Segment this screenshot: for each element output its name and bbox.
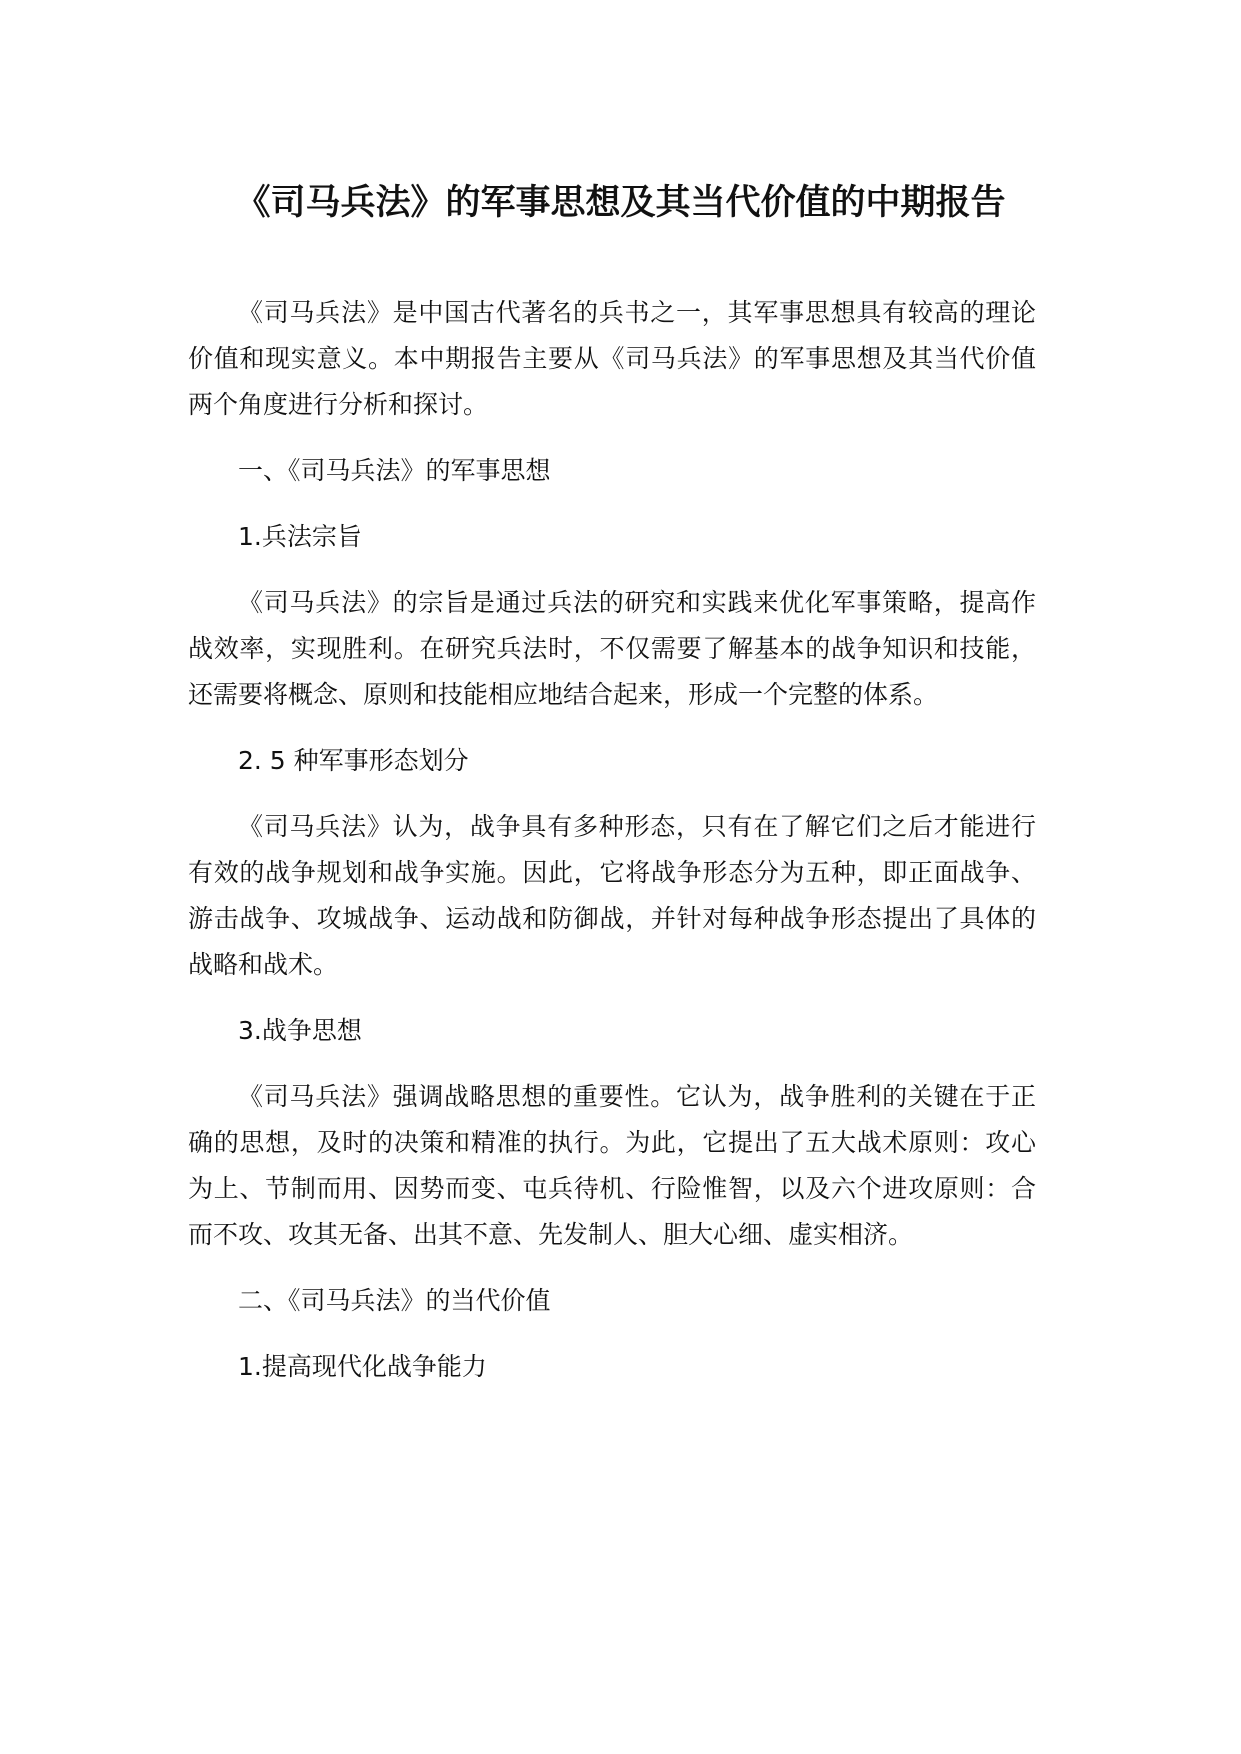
subsection-heading-2-1: 1.提高现代化战争能力 xyxy=(238,1352,487,1381)
subsection-heading-1-2: 2. 5 种军事形态划分 xyxy=(238,746,469,775)
section-heading-1: 一、《司马兵法》的军事思想 xyxy=(238,456,551,485)
paragraph-1-3: 《司马兵法》强调战略思想的重要性。它认为，战争胜利的关键在于正确的思想，及时的决策和精准的执行。为此，它提出了五大战术原则：攻心为上、节制而用、因势而变、屯兵待机、行险惟智，以及六个进攻原则：合而不攻、攻其无备、出其不意、先发制人、胆大心细、虚实相济。 xyxy=(188,1082,1036,1249)
subsection-heading-1-3: 3.战争思想 xyxy=(238,1016,362,1045)
subsection-heading-1-1: 1.兵法宗旨 xyxy=(238,522,362,551)
intro-paragraph: 《司马兵法》是中国古代著名的兵书之一，其军事思想具有较高的理论价值和现实意义。本中期报告主要从《司马兵法》的军事思想及其当代价值两个角度进行分析和探讨。 xyxy=(188,298,1036,419)
document-body xyxy=(188,290,1036,1410)
section-heading-2: 二、《司马兵法》的当代价值 xyxy=(238,1286,551,1315)
document-title: 《司马兵法》的军事思想及其当代价值的中期报告 xyxy=(235,183,1006,223)
paragraph-1-2: 《司马兵法》认为，战争具有多种形态，只有在了解它们之后才能进行有效的战争规划和战争实施。因此，它将战争形态分为五种，即正面战争、游击战争、攻城战争、运动战和防御战，并针对每种战争形态提出了具体的战略和战术。 xyxy=(188,812,1036,979)
paragraph-1-1: 《司马兵法》的宗旨是通过兵法的研究和实践来优化军事策略，提高作战效率，实现胜利。在研究兵法时，不仅需要了解基本的战争知识和技能，还需要将概念、原则和技能相应地结合起来，形成一个完整的体系。 xyxy=(188,588,1036,709)
